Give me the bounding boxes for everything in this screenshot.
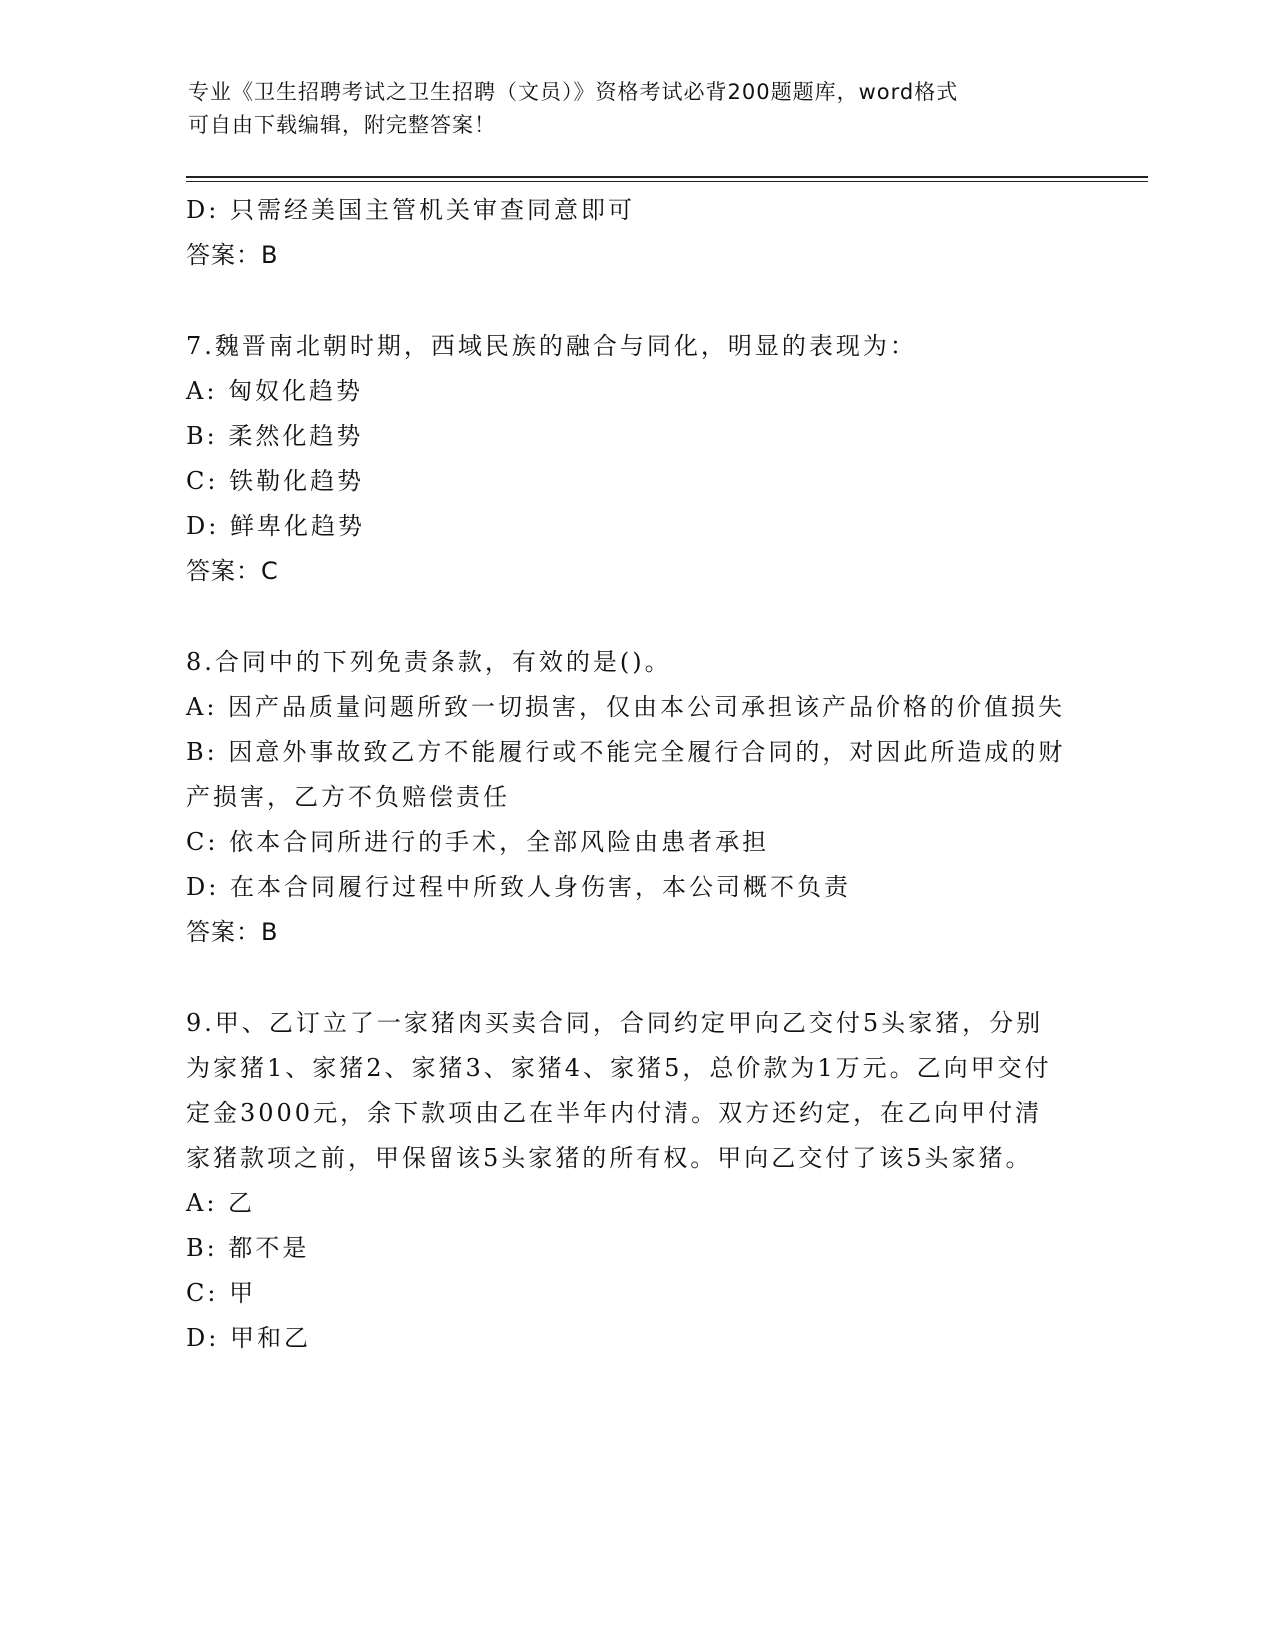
option-a: A: 因产品质量问题所致一切损害，仅由本公司承担该产品价格的价值损失 bbox=[186, 693, 1066, 721]
option-c: C: 甲 bbox=[186, 1279, 257, 1307]
previous-question-tail bbox=[186, 188, 1066, 278]
answer-line: 答案：C bbox=[186, 557, 279, 585]
question-stem: 7.魏晋南北朝时期，西域民族的融合与同化，明显的表现为： bbox=[186, 332, 917, 360]
answer-line: 答案：B bbox=[186, 241, 279, 269]
question-content bbox=[186, 188, 1066, 1361]
option-c: C: 依本合同所进行的手术，全部风险由患者承担 bbox=[186, 828, 770, 856]
option-d: D: 只需经美国主管机关审查同意即可 bbox=[186, 196, 635, 224]
option-b: B: 柔然化趋势 bbox=[186, 422, 364, 450]
question-stem: 9.甲、乙订立了一家猪肉买卖合同，合同约定甲向乙交付5头家猪，分别为家猪1、家猪2、家猪3、家猪4、家猪5，总价款为1万元。乙向甲交付定金3000元，余下款项由乙在半年内付清。双方还约定，在乙向甲付清家猪款项之前，甲保留该5头家猪的所有权。甲向乙交付了该5头家猪。 bbox=[186, 1009, 1052, 1172]
option-d: D: 甲和乙 bbox=[186, 1324, 311, 1352]
option-b: B: 都不是 bbox=[186, 1234, 310, 1262]
header-line-1: 专业《卫生招聘考试之卫生招聘（文员）》资格考试必背200题题库，word格式 bbox=[188, 80, 959, 104]
question-stem: 8.合同中的下列免责条款，有效的是()。 bbox=[186, 648, 672, 676]
question-7 bbox=[186, 324, 1066, 594]
option-c: C: 铁勒化趋势 bbox=[186, 467, 365, 495]
option-d: D: 在本合同履行过程中所致人身伤害，本公司概不负责 bbox=[186, 873, 851, 901]
option-b: B: 因意外事故致乙方不能履行或不能完全履行合同的，对因此所造成的财产损害，乙方不负赔偿责任 bbox=[186, 738, 1066, 811]
option-d: D: 鲜卑化趋势 bbox=[186, 512, 365, 540]
question-8 bbox=[186, 640, 1066, 955]
document-header bbox=[188, 76, 1088, 142]
option-a: A: 乙 bbox=[186, 1189, 256, 1217]
header-line-2: 可自由下载编辑，附完整答案！ bbox=[188, 113, 496, 137]
question-9 bbox=[186, 1001, 1066, 1361]
answer-line: 答案：B bbox=[186, 918, 279, 946]
option-a: A: 匈奴化趋势 bbox=[186, 377, 364, 405]
header-divider bbox=[186, 176, 1148, 182]
